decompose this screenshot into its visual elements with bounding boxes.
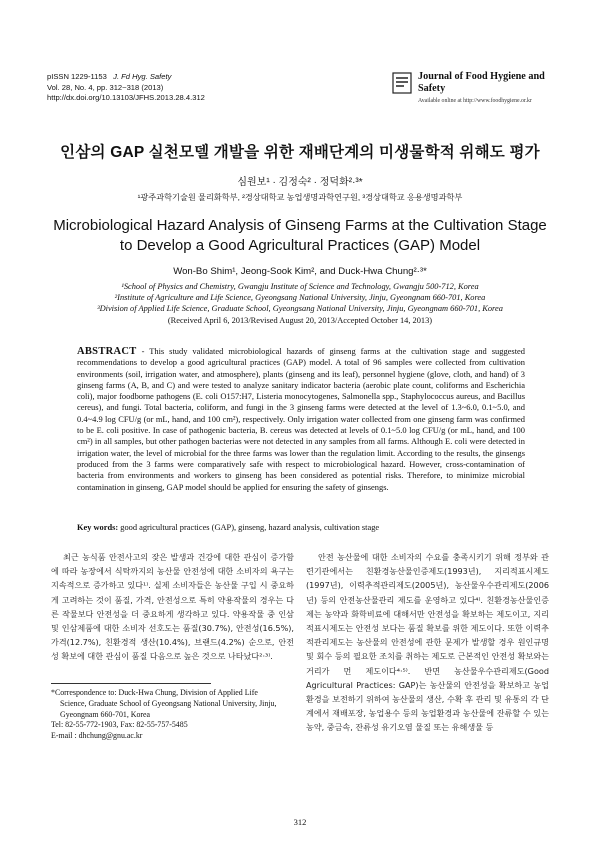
journal-logo [392, 71, 560, 109]
abstract [77, 346, 525, 493]
korean-title: 인삼의 GAP 실천모델 개발을 위한 재배단계의 미생물학적 위해도 평가 [60, 144, 540, 161]
english-affiliations [0, 281, 600, 315]
keywords-label: Key words: [77, 523, 119, 532]
keywords [77, 523, 537, 532]
abstract-text: - This study validated microbiological hazards of ginseng farms at the cultivation stage and suggested recommendations to develop a good agricultural practices (GAP) model. A total of 96 samples were collected from cultivation environments (soil, irrigation water, and atmosphere), plants (ginseng and its leaf), personnel hygiene (glove, cloth, and hand) of 3 ginseng farms (A, B, and C) and were tested to analyze sanitary indicator bacteria (aerobic plate count, coliforms and Escherichia coli), major foodborne pathogens (E. coli O157:H7, Listeria monocytogenes, Salmonella spp., Staphylococcus aureus, and Bacillus cereus), and fungi. Total bacteria, coliform, and fungi in the 3 ginseng farms were detected at the level of 1.3~6.0, 0.1~5.0, and 0.4~4.9 log CFU/g (or mL, hand, and 100 cm²), respectively. Only irrigation water collected from one ginseng farm was confirmed to be E. coli positive. In case of pathogenic bacteria, B. cereus was detected at levels of 0.1~5.0 log CFU/g (or mL, hand, and 100 cm²) in all samples, but other pathogen bacterias were not detected in any samples from all farms. Although E. coli were detected in irrigation water, the level of microbial for the three farms was lower than the regulation limit. According to the results, the ginsengs produced from the 3 farms were comparatively safe with respect to microbiological hazard. However, cross-contamination of bacteria from environments and workers to ginseng has been considered as potential risks. Therefore, to minimize microbial contamination in ginseng, GAP model should be applied for ensuring the safety of ginsengs. [77, 346, 526, 492]
volume-line: Vol. 28, No. 4, pp. 312~318 (2013) [47, 82, 164, 92]
affiliation-2: ²Institute of Agriculture and Life Science, Gyeongsang National University, Jinju, Gyeongnam 660-701, Korea [114, 293, 486, 303]
english-title-line2: to Develop a Good Agricultural Practices (GAP) Model [119, 237, 481, 254]
available-online-link[interactable]: Available online at http://www.foodhygiene.or.kr [418, 98, 532, 104]
received-dates: (Received April 6, 2013/Revised August 20, 2013/Accepted October 14, 2013) [167, 316, 433, 325]
footnote-email[interactable]: E-mail : dhchung@gnu.ac.kr [51, 731, 143, 741]
footnote-line: Gyeongnam 660-701, Korea [60, 709, 151, 719]
journal-citation-block [47, 72, 205, 104]
body-paragraph: 최근 농식품 안전사고의 잦은 발생과 건강에 대한 관심이 증가함에 따라 농장에서 식탁까지의 농산물 안전성에 대한 소비자의 욕구는 지속적으로 증가하고 있다¹⁾. 실제 소비자들은 농산물 구입 시 중요하게 고려하는 것이 품질, 가격, 안전성으로 특히 약용작물의 경우는 다른 작물보다 안전성을 더 중요하게 생각하고 있다. 약용작물 중 인삼 및 인삼제품에 대한 소비자 선호도는 품질(30.7%), 안전성(16.5%), 가격(12.7%), 친환경적 생산(10.4%), 브랜드(4.2%) 순으로, 안전성 확보에 대한 관심이 품질 다음으로 높은 것으로 나타났다²·³⁾. [51, 552, 294, 662]
footnote-phone: Tel: 82-55-772-1903, Fax: 82-55-757-5485 [51, 720, 188, 730]
english-title-line1: Microbiological Hazard Analysis of Ginseng Farms at the Cultivation Stage [53, 217, 547, 234]
footnote-line: *Correspondence to: Duck-Hwa Chung, Division of Applied Life [51, 688, 258, 697]
page-number: 312 [293, 817, 307, 827]
journal-logo-icon [392, 72, 412, 94]
affiliation-3: ³Division of Applied Life Science, Graduate School, Gyeongsang National University, Jinju, Gyeongnam 660-701, Korea [97, 304, 503, 314]
korean-authors: 심원보¹ · 김정숙² · 정덕화²·³* [237, 177, 363, 188]
keywords-text: good agricultural practices (GAP), ginseng, hazard analysis, cultivation stage [120, 523, 380, 532]
english-title [0, 216, 600, 256]
footnote-line: Science, Graduate School of Gyeongsang National University, Jinju, [60, 698, 277, 708]
affiliation-1: ¹School of Physics and Chemistry, Gwangju Institute of Science and Technology, Gwangju 500-712, Korea [121, 282, 479, 291]
issn: pISSN 1229-1153 [47, 72, 107, 81]
journal-title: Journal of Food Hygiene and Safety [418, 71, 545, 94]
footnote-divider [51, 683, 211, 684]
correspondence-footnote [51, 688, 296, 742]
abstract-label: ABSTRACT [77, 346, 137, 357]
journal-abbrev: J. Fd Hyg. Safety [113, 72, 172, 81]
body-column-right [306, 550, 549, 735]
body-column-left [51, 550, 294, 664]
doi-link[interactable]: http://dx.doi.org/10.13103/JFHS.2013.28.4.312 [47, 93, 205, 102]
english-authors: Won-Bo Shim¹, Jeong-Sook Kim², and Duck-Hwa Chung²·³* [173, 266, 427, 277]
body-paragraph: 안전 농산물에 대한 소비자의 수요를 충족시키기 위해 정부와 관련기관에서는 친환경농산물인증제도(1993년), 지리적표시제도(1997년), 이력추적관리제도(2005년), 농산물우수관리제도(2006년) 등의 안전농산물관리 제도를 운영하고 있다⁴⁾. 친환경농산물인증제는 농약과 화학비료에 대해서만 안전성을 확보하는 제도이고, 지리적표시제도는 안전성 보다는 품질 확보를 위한 제도이다. 또한 이력추적관리제도는 농산물의 안전성에 관한 문제가 발생할 경우 원인규명 및 회수 등의 필요한 조치를 취하는 제도로 근본적인 안전성 확보와는 거리가 먼 제도이다⁴·⁵⁾. 반면 농산물우수관리제도(Good Agricultural Practices: GAP)는 농산물의 안전성을 확보하고 농업환경을 보전하기 위하여 농산물의 생산, 수확 후 관리 및 유통의 각 단계에서 재배포장, 농업용수 등의 농업환경과 농산물에 잔류할 수 있는 농약, 중금속, 잔류성 유기오염 물질 또는 유해생물 등 [306, 552, 549, 733]
korean-affiliations: ¹광주과학기술원 물리화학부, ²경상대학교 농업생명과학연구원, ³경상대학교 응용생명과학부 [137, 193, 463, 202]
